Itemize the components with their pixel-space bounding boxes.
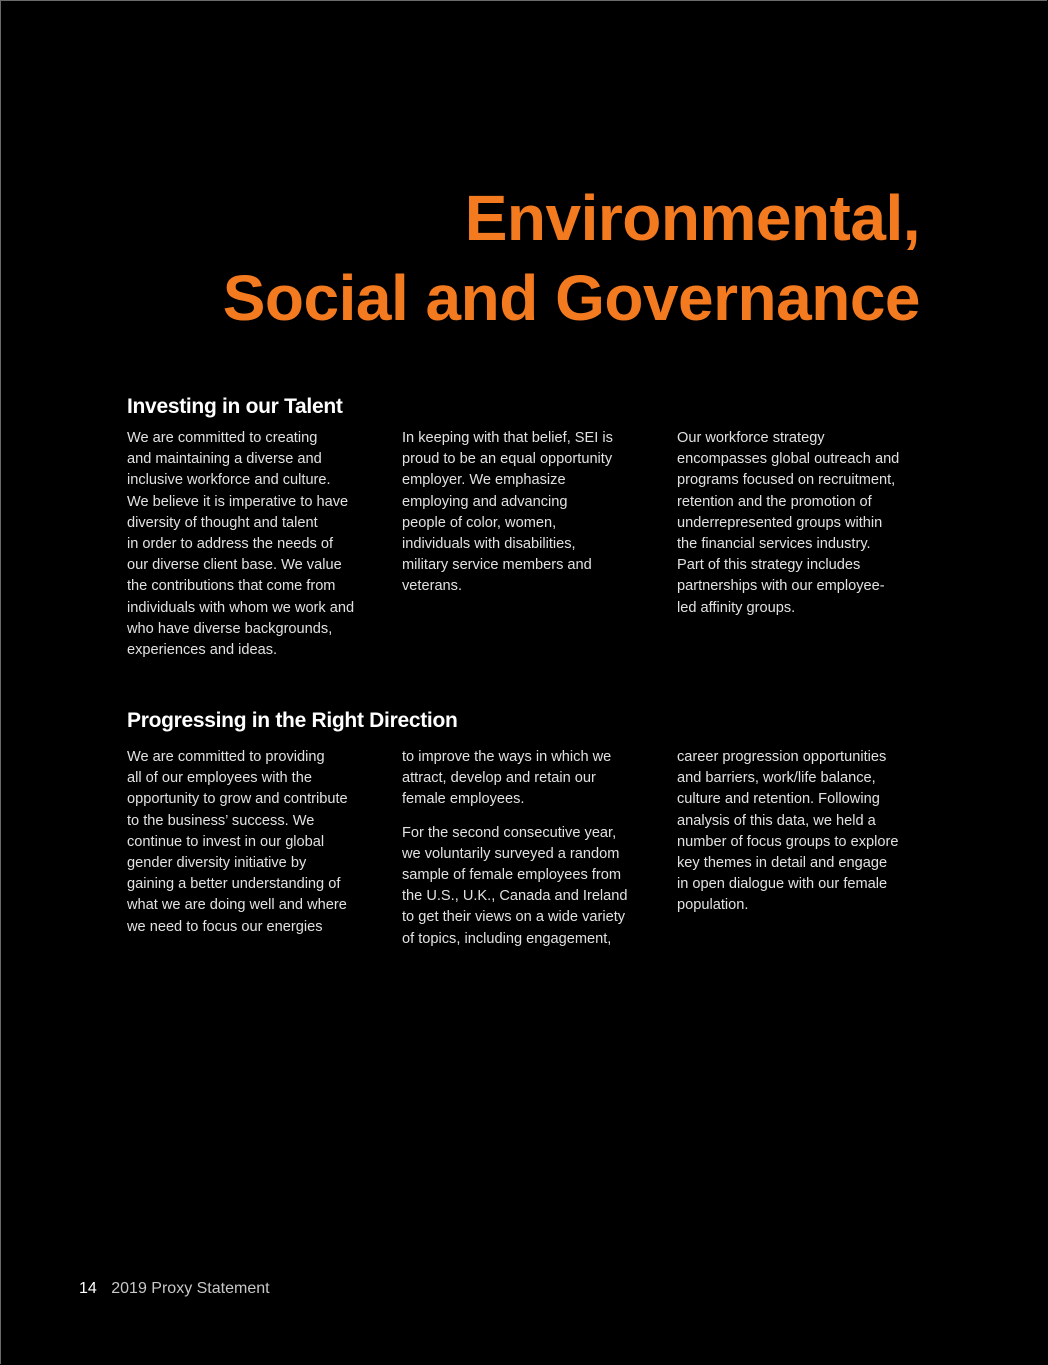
text-line: partnerships with our employee-: [677, 578, 885, 595]
text-line: sample of female employees from: [402, 867, 621, 884]
text-line: individuals with whom we work and: [127, 599, 355, 616]
paragraph: [402, 747, 652, 811]
talent-column-1: [127, 428, 377, 661]
text-line: We believe it is imperative to have: [127, 493, 349, 510]
text-line: analysis of this data, we held a: [677, 812, 876, 829]
text-line: the U.S., U.K., Canada and Ireland: [402, 888, 628, 905]
text-line: number of focus groups to explore: [677, 833, 899, 850]
text-line: to improve the ways in which we: [402, 749, 612, 765]
text-line: we voluntarily surveyed a random: [402, 845, 620, 862]
text-line: We are committed to creating: [127, 430, 318, 446]
text-line: We are committed to providing: [127, 749, 325, 765]
text-line: and maintaining a diverse and: [127, 451, 322, 468]
text-line: Part of this strategy includes: [677, 557, 861, 574]
text-line: in order to address the needs of: [127, 536, 334, 553]
text-line: what we are doing well and where: [127, 897, 347, 914]
text-line: diversity of thought and talent: [127, 514, 318, 531]
page-title: [223, 178, 920, 338]
text-line: opportunity to grow and contribute: [127, 791, 348, 808]
page-title-line-1: Environmental,: [464, 182, 920, 254]
text-line: inclusive workforce and culture.: [127, 472, 331, 489]
text-line: veterans.: [402, 578, 463, 595]
progress-column-1: [127, 747, 377, 938]
text-line: individuals with disabilities,: [402, 536, 576, 553]
text-line: people of color, women,: [402, 514, 557, 531]
progress-column-2: [402, 747, 652, 950]
text-line: encompasses global outreach and: [677, 451, 900, 468]
text-line: who have diverse backgrounds,: [127, 620, 333, 637]
text-line: to get their views on a wide variety: [402, 909, 626, 926]
text-line: attract, develop and retain our: [402, 770, 596, 787]
text-line: gaining a better understanding of: [127, 876, 341, 893]
text-line: underrepresented groups within: [677, 514, 883, 531]
text-line: the contributions that come from: [127, 578, 336, 595]
text-line: all of our employees with the: [127, 770, 312, 787]
text-line: proud to be an equal opportunity: [402, 451, 613, 468]
text-line: key themes in detail and engage: [677, 855, 888, 872]
text-line: and barriers, work/life balance,: [677, 770, 876, 787]
section-heading-progressing-right-direction: Progressing in the Right Direction: [127, 709, 458, 732]
text-line: to the business’ success. We: [127, 812, 315, 829]
paragraph: [677, 747, 927, 917]
page-footer: [79, 1279, 270, 1299]
paragraph: [402, 823, 652, 950]
text-line: we need to focus our energies: [127, 918, 323, 935]
text-line: Our workforce strategy: [677, 430, 825, 446]
text-line: In keeping with that belief, SEI is: [402, 430, 613, 446]
text-line: of topics, including engagement,: [402, 930, 612, 947]
paragraph: [402, 428, 652, 598]
paragraph: [127, 428, 377, 661]
text-line: retention and the promotion of: [677, 493, 872, 510]
text-line: population.: [677, 897, 749, 914]
text-line: led affinity groups.: [677, 599, 796, 616]
text-line: our diverse client base. We value: [127, 557, 342, 574]
text-line: experiences and ideas.: [127, 642, 278, 659]
text-line: in open dialogue with our female: [677, 876, 888, 893]
paragraph: [677, 428, 927, 619]
progress-column-3: [677, 747, 927, 917]
section-heading-investing-in-talent: Investing in our Talent: [127, 395, 343, 418]
text-line: employer. We emphasize: [402, 472, 566, 489]
text-line: military service members and: [402, 557, 592, 574]
page-number: 14: [79, 1280, 97, 1297]
text-line: career progression opportunities: [677, 749, 887, 765]
text-line: gender diversity initiative by: [127, 855, 307, 872]
talent-column-3: [677, 428, 927, 619]
talent-column-2: [402, 428, 652, 598]
text-line: continue to invest in our global: [127, 833, 325, 850]
paragraph: [127, 747, 377, 938]
page-title-line-2: Social and Governance: [222, 262, 920, 334]
text-line: For the second consecutive year,: [402, 824, 617, 841]
text-line: culture and retention. Following: [677, 791, 880, 808]
text-line: employing and advancing: [402, 493, 568, 510]
text-line: female employees.: [402, 791, 525, 808]
text-line: programs focused on recruitment,: [677, 472, 896, 489]
text-line: the financial services industry.: [677, 536, 871, 553]
document-name: 2019 Proxy Statement: [111, 1280, 270, 1297]
